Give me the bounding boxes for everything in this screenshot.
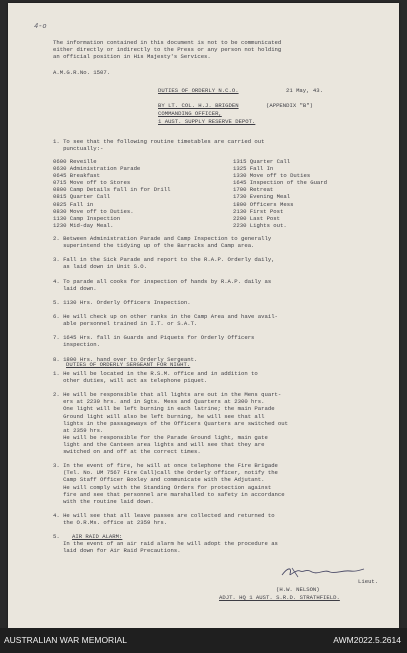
signatory-rank: Lieut. — [358, 578, 379, 585]
commanding-line: COMMANDING OFFICER, — [158, 110, 222, 117]
authority-line: BY LT. COL. H.J. BRIGDEN — [158, 102, 239, 109]
paragraph-1: 1. To see that the following routine timetables are carried out punctually:- — [53, 138, 265, 153]
signatory-name: (H.W. NELSON) — [276, 586, 320, 593]
reference-number: A.M.G.R.No. 1507. — [53, 69, 111, 76]
title-orderly-sergeant: DUTIES OF ORDERLY SERGEANT FOR NIGHT. — [66, 361, 191, 368]
corner-mark: 4-o — [34, 23, 47, 31]
appendix-label: (APPENDIX "B") — [266, 102, 313, 109]
document-page — [8, 3, 399, 628]
document-date: 21 May, 43. — [286, 87, 323, 94]
timetable-left: 0600 Reveille 0630 Administration Parade 0645 Breakfast 0715 Move off to Stores 0800 Camp Details fall in for Drill 0815 Quarter Call 0825 Fall in 0830 Move off to Duties. 1130 Camp Inspection 1230 Mid-day Meal. — [53, 158, 171, 229]
unit-line: 1 AUST. SUPPLY RESERVE DEPOT. — [158, 118, 256, 125]
paragraphs-2-to-8: 2. Between Administration Parade and Camp Inspection to generally superintend the tidying up of the Barracks and Camp area. 3. Fall in the Sick Parade and report to the R.A.P. Orderly daily, as laid down in Unit S.O. 4. To parade all cooks for inspection of hands by R.A.P. daily as laid down. 5. 1130 Hrs. Orderly Officers Inspection. 6. He will check up on other ranks in the Camp Area and have avail- able personnel trained in I.T. or S.A.T. 7. 1645 Hrs. fall in Guards and Piquets for Orderly Officers inspection. 8. 1800 Hrs. hand over to Orderly Sergeant. — [53, 235, 278, 363]
timetable-right: 1315 Quarter Call 1325 Fall In 1330 Move off to Duties 1645 Inspection of the Guard 1700 Retreat 1730 Evening Meal 1800 Officers Mess 2130 First Post 2200 Last Post 2230 Lights out. — [233, 158, 327, 229]
security-notice: The information contained in this document is not to be communicated either directly or indirectly to the Press or any person not holding an official position in His Majesty's Services. — [53, 39, 282, 61]
handwritten-signature — [278, 565, 368, 579]
footer-institution: AUSTRALIAN WAR MEMORIAL — [4, 635, 127, 645]
footer-accession-number: AWM2022.5.2614 — [333, 635, 401, 645]
title-duties-nco: DUTIES OF ORDERLY N.C.O. — [158, 87, 239, 94]
archive-footer — [0, 628, 407, 653]
air-raid-number: 5. — [53, 533, 60, 540]
signatory-appointment: ADJT. HQ 1 AUST. S.R.D. STRATHFIELD. — [219, 594, 340, 601]
air-raid-text: In the event of an air raid alarm he will adopt the procedure as laid down for Air Raid Precautions. — [63, 540, 278, 555]
night-duties: 1. He will be located in the R.S.M. office and in addition to other duties, will act as telephone piquet. 2. He will be responsible that all lights are out in the Mens quart- ers at 2230 hrs. and in Sgts. Mess and Quarters at 2300 hrs. One light will be left burning in each latrine; the main Parade Ground light will also be left burning, he will see that all lights in the passageways of the Officers Quarters are switched out at 2359 hrs. He will be responsible for the Parade Ground light, main gate light and the Canteen area lights and will see that they are switched on and off at the correct times. 3. In the event of fire, he will at once telephone the Fire Brigade (Tel. No. UM 7567 Fire Call)call the Orderly officer, notify the Camp Staff Officer Boxley and communicate with the Adjutant. He will comply with the Standing Orders for protection against fire and see that personnel are marshalled to safety in accordance with the routine laid down. 4. He will see that all leave passes are collected and returned to the O.R.Ms. office at 2359 hrs. — [53, 370, 288, 526]
air-raid-title: AIR RAID ALARM: — [72, 533, 123, 540]
